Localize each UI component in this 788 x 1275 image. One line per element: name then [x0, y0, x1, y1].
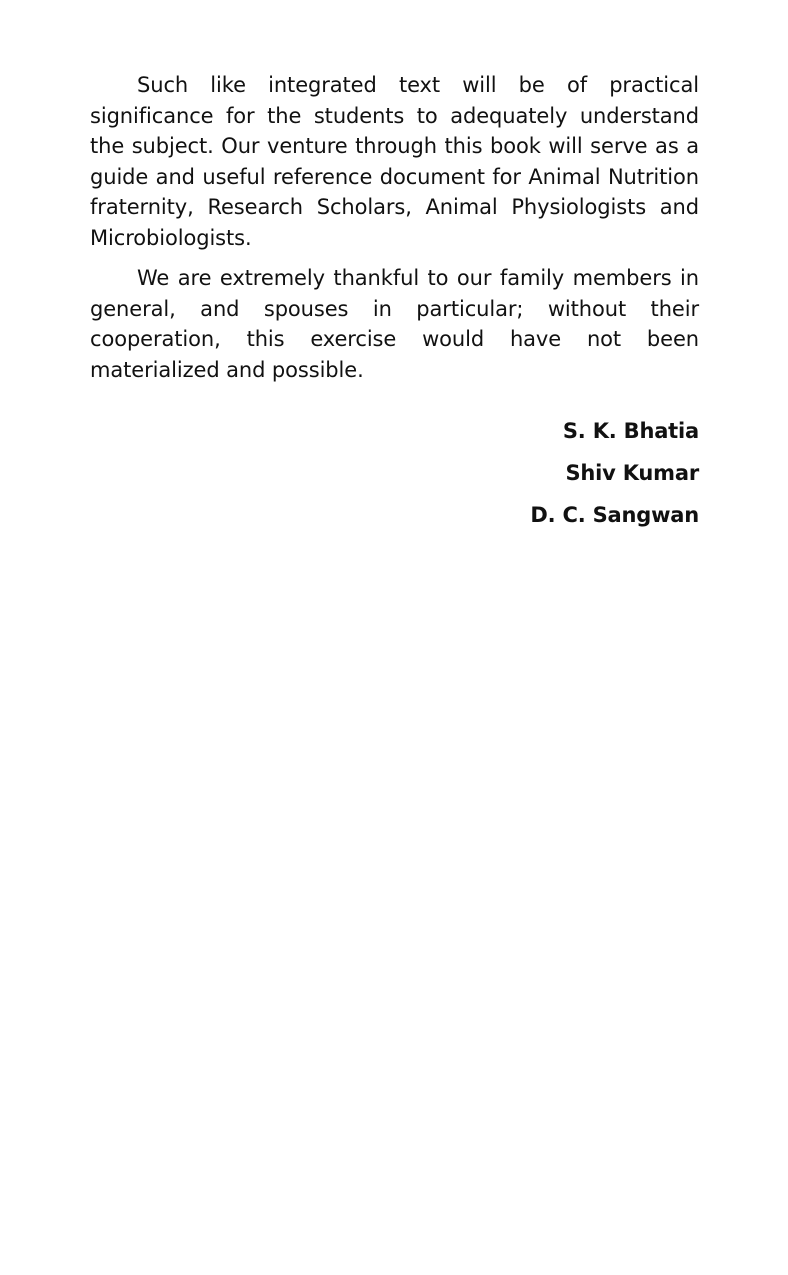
- preface-page: [90, 70, 699, 385]
- author-name-1: S. K. Bhatia: [562, 419, 699, 443]
- author-name-2: Shiv Kumar: [565, 461, 699, 485]
- author-signatures: [530, 410, 699, 536]
- author-name-3: D. C. Sangwan: [530, 503, 699, 527]
- preface-paragraph-1: Such like integrated text will be of practical significance for the students to adequately understand the subject. Our venture through this book will serve as a guide and useful reference document for Animal Nutrition fraternity, Research Scholars, Animal Physiologists and Microbiologists.: [90, 73, 699, 250]
- preface-paragraph-2: We are extremely thankful to our family members in general, and spouses in particular; without their cooperation, this exercise would have not been materialized and possible.: [90, 266, 699, 382]
